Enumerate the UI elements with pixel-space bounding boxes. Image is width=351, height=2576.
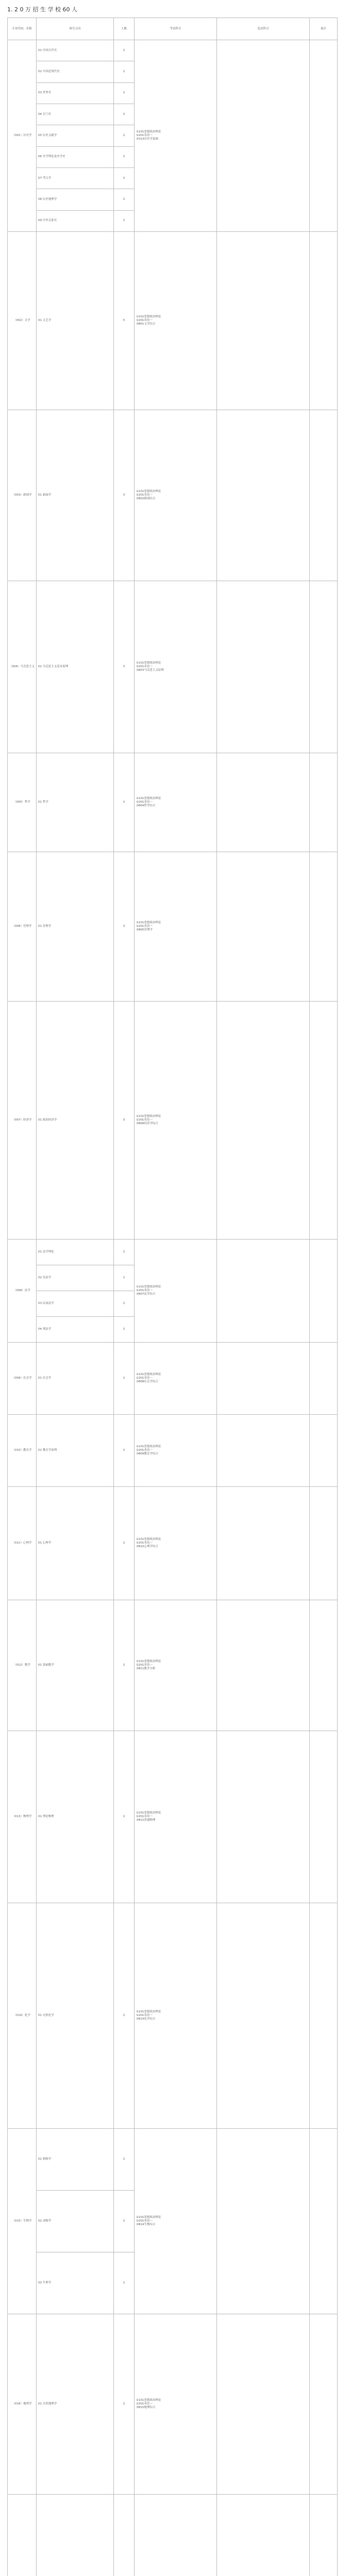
exam-cell [135,2494,217,2576]
table-row [8,1239,338,1265]
direction-cell: 03 民商法学 [37,1291,114,1316]
retest-cell [217,410,310,581]
direction-cell: 02 宪法学 [37,1265,114,1291]
exam-cell [135,410,217,581]
exam-subject: ②201英语一 [136,319,153,323]
exam-subject: ③801文学综合 [136,322,156,326]
table-row [8,753,338,852]
count-cell: 3 [114,852,135,1001]
direction-cell: 02 中国近现代史 [37,61,114,82]
major-cell: （011）心理学 [8,1486,37,1600]
major-cell: （001）历史学 [8,40,37,232]
exam-subject: ①101思想政治理论 [136,1115,161,1118]
count-cell: 2 [114,1291,135,1316]
table-row [8,1903,338,2128]
major-cell: （013）物理学 [8,1731,37,1903]
exam-cell [135,1239,217,1342]
exam-subject: ②201英语一 [136,1449,153,1452]
exam-subject: ①101思想政治理论 [136,1660,161,1664]
exam-cell [135,1903,217,2128]
direction-cell: 01 管理学 [37,852,114,1001]
direction-cell: 01 政治经济学 [37,1001,114,1239]
note-cell [310,231,338,410]
table-row [8,1600,338,1731]
exam-subject: ③814生物综合 [136,2223,156,2226]
count-cell: 2 [114,1486,135,1600]
direction-cell: 08 历史地理学 [37,189,114,210]
retest-cell [217,581,310,753]
exam-subject: ③809教育学综合 [136,1452,158,1455]
count-cell: 2 [114,125,135,146]
note-cell [310,1342,338,1414]
exam-cell [135,753,217,852]
major-cell: （009）社会学 [8,1342,37,1414]
admissions-table [7,18,338,2576]
exam-subject: ①101思想政治理论 [136,1445,161,1449]
direction-cell: 06 史学理论及史学史 [37,146,114,167]
direction-cell: 04 专门史 [37,104,114,125]
exam-subject: ②201英语一 [136,134,153,138]
count-cell: 2 [114,61,135,82]
count-cell: 2 [114,1903,135,2128]
count-cell: 3 [114,581,135,753]
exam-subject: ③806经济学综合 [136,1122,158,1125]
exam-subject: ②201英语一 [136,2219,153,2223]
exam-subject: ①101思想政治理论 [136,1811,161,1815]
count-cell: 2 [114,1600,135,1731]
exam-subject: ③815地理综合 [136,2405,156,2409]
exam-cell [135,1001,217,1239]
exam-subject: ③802新闻综合 [136,497,156,500]
exam-subject: ②201英语一 [136,1377,153,1380]
major-cell: （012）数学 [8,1600,37,1731]
major-cell: （002）文学 [8,231,37,410]
retest-cell [217,1600,310,1731]
exam-subject: ①101思想政治理论 [136,130,161,134]
note-cell [310,1486,338,1600]
major-cell: （004）马克思主义 [8,581,37,753]
retest-cell [217,1731,310,1903]
exam-subject: ①101思想政治理论 [136,1373,161,1377]
note-cell [310,581,338,753]
exam-subject: ①101思想政治理论 [136,1538,161,1541]
note-cell [310,1414,338,1486]
note-cell [310,1731,338,1903]
document-heading: 1. 2 0 万 招 生 学 校 60 人 [7,6,77,13]
major-cell [8,2494,37,2576]
direction-cell: 03 世界史 [37,82,114,104]
direction-cell: 01 社会学 [37,1342,114,1414]
retest-cell [217,753,310,852]
exam-cell [135,581,217,753]
exam-subject: ②201英语一 [136,1289,153,1293]
header-direction: 研究方向 [37,18,114,40]
retest-cell [217,2494,310,2576]
exam-subject: ③810心理学综合 [136,1545,158,1548]
exam-subject: ②201英语一 [136,925,153,928]
direction-cell: 01 无机化学 [37,1903,114,2128]
header-exam: 考试科目 [135,18,217,40]
note-cell [310,40,338,232]
exam-subject: ①101思想政治理论 [136,490,161,494]
count-cell: 2 [114,1731,135,1903]
exam-cell [135,1414,217,1486]
count-cell: 2 [114,2190,135,2252]
exam-subject: ③803马克思主义原理 [136,668,164,672]
note-cell [310,1600,338,1731]
count-cell [114,2494,135,2576]
direction-cell: 03 生理学 [37,2252,114,2314]
retest-cell [217,1903,310,2128]
exam-subject: ②201英语一 [136,1664,153,1667]
retest-cell [217,1414,310,1486]
retest-cell [217,1239,310,1342]
direction-cell: 01 马克思主义基本原理 [37,581,114,753]
note-cell [310,753,338,852]
count-cell: 2 [114,189,135,210]
header-major: 专业代码、名称 [8,18,37,40]
note-cell [310,2314,338,2494]
exam-cell [135,1731,217,1903]
exam-subject: ①101思想政治理论 [136,662,161,665]
direction-cell: 01 文艺学 [37,231,114,410]
direction-cell: 01 新闻学 [37,410,114,581]
table-row [8,410,338,581]
count-cell: 3 [114,1001,135,1239]
exam-subject: ②201英语一 [136,665,153,669]
retest-cell [217,1486,310,1600]
table-row [8,40,338,61]
exam-subject: ②201英语一 [136,2014,153,2018]
exam-subject: ②201英语一 [136,2402,153,2406]
note-cell [310,1903,338,2128]
count-cell: 2 [114,146,135,167]
exam-subject: ②201英语一 [136,1118,153,1122]
exam-subject: ②201英语一 [136,494,153,497]
direction-cell: 01 植物学 [37,2128,114,2190]
table-row [8,1342,338,1414]
retest-cell [217,1001,310,1239]
count-cell: 2 [114,1265,135,1291]
exam-subject: ③805管理学 [136,928,153,931]
exam-cell [135,2128,217,2314]
table-row [8,1731,338,1903]
direction-cell: 01 法学理论 [37,1239,114,1265]
header-retest: 复试科目 [217,18,310,40]
direction-cell: 09 中外关系史 [37,210,114,231]
direction-cell: 01 哲学 [37,753,114,852]
table-row [8,2494,338,2576]
exam-subject: ①101思想政治理论 [136,2399,161,2402]
exam-subject: ③313历史学基础 [136,137,158,141]
major-cell: （014）化学 [8,1903,37,2128]
exam-subject: ①101思想政治理论 [136,921,161,925]
count-cell: 2 [114,1239,135,1265]
exam-subject: ①101思想政治理论 [136,1285,161,1289]
table-row [8,852,338,1001]
exam-subject: ①101思想政治理论 [136,2216,161,2219]
retest-cell [217,231,310,410]
major-cell: （005）哲学 [8,753,37,852]
exam-subject: ②201英语一 [136,801,153,804]
direction-cell: 02 动物学 [37,2190,114,2252]
table-row [8,2128,338,2190]
count-cell: 2 [114,104,135,125]
direction-cell: 01 自然地理学 [37,2314,114,2494]
exam-cell [135,1342,217,1414]
exam-cell [135,1600,217,1731]
major-cell: （015）生物学 [8,2128,37,2314]
count-cell: 2 [114,753,135,852]
header-count: 人数 [114,18,135,40]
direction-cell: 04 刑法学 [37,1316,114,1342]
count-cell: 2 [114,1414,135,1486]
count-cell: 2 [114,82,135,104]
exam-cell [135,1486,217,1600]
note-cell [310,2128,338,2314]
table-body [8,40,338,2576]
direction-cell: 05 历史文献学 [37,125,114,146]
retest-cell [217,2314,310,2494]
direction-cell: 01 教育学原理 [37,1414,114,1486]
direction-cell: 07 考古学 [37,167,114,189]
exam-cell [135,231,217,410]
table-row [8,1486,338,1600]
note-cell [310,1001,338,1239]
table-header-row [8,18,338,40]
exam-subject: ③807法学综合 [136,1292,156,1296]
note-cell [310,2494,338,2576]
exam-cell [135,40,217,232]
table-row [8,1001,338,1239]
count-cell: 2 [114,2314,135,2494]
exam-subject: ③808社会学综合 [136,1380,158,1383]
exam-subject: ③813化学综合 [136,2017,156,2021]
exam-subject: ①101思想政治理论 [136,2010,161,2014]
exam-subject: ③804哲学综合 [136,804,156,807]
major-cell: （006）管理学 [8,852,37,1001]
exam-subject: ②201英语一 [136,1541,153,1545]
direction-cell: 01 心理学 [37,1486,114,1600]
exam-cell [135,852,217,1001]
retest-cell [217,852,310,1001]
table-row [8,1414,338,1486]
major-cell: （007）经济学 [8,1001,37,1239]
note-cell [310,1239,338,1342]
table-row [8,2314,338,2494]
exam-subject: ①101思想政治理论 [136,797,161,801]
note-cell [310,852,338,1001]
major-cell: （010）教育学 [8,1414,37,1486]
count-cell: 5 [114,231,135,410]
direction-cell: 01 基础数学 [37,1600,114,1731]
table-row [8,231,338,410]
table-row [8,581,338,753]
count-cell: 2 [114,1316,135,1342]
exam-subject: ①101思想政治理论 [136,315,161,319]
retest-cell [217,40,310,232]
major-cell: （016）地理学 [8,2314,37,2494]
major-cell: （008）法学 [8,1239,37,1342]
exam-cell [135,2314,217,2494]
header-note: 备注 [310,18,338,40]
exam-subject: ③812普通物理 [136,1818,156,1822]
note-cell [310,410,338,581]
direction-cell: 01 中国古代史 [37,40,114,61]
major-cell: （003）新闻学 [8,410,37,581]
exam-subject: ③811数学分析 [136,1667,156,1670]
count-cell: 3 [114,410,135,581]
direction-cell [37,2494,114,2576]
count-cell: 2 [114,40,135,61]
count-cell: 2 [114,2128,135,2190]
exam-subject: ②201英语一 [136,1815,153,1819]
count-cell: 2 [114,2252,135,2314]
retest-cell [217,2128,310,2314]
count-cell: 2 [114,1342,135,1414]
count-cell: 2 [114,167,135,189]
count-cell: 2 [114,210,135,231]
direction-cell: 01 理论物理 [37,1731,114,1903]
retest-cell [217,1342,310,1414]
